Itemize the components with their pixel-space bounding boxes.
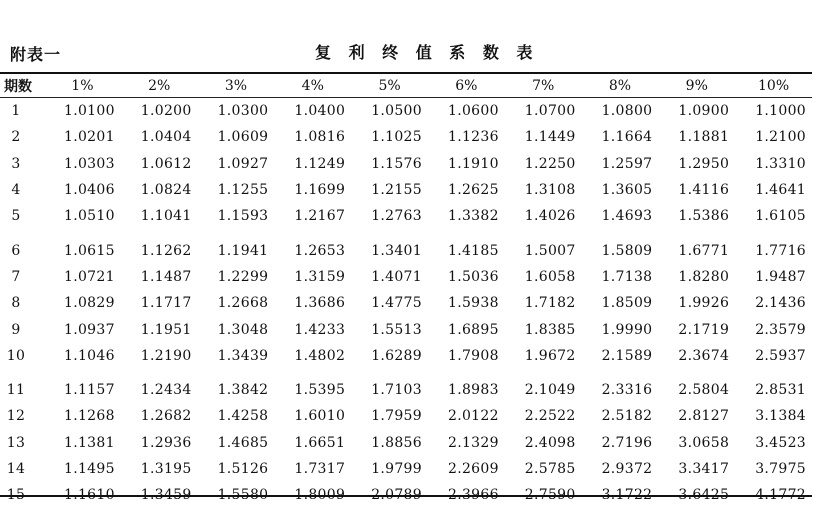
period-cell: 15 (6, 487, 26, 504)
rate-column-header: 6% (455, 78, 478, 94)
factor-cell: 1.3605 (601, 182, 653, 199)
factor-cell: 2.1049 (524, 382, 576, 399)
factor-cell: 1.0824 (140, 182, 192, 199)
factor-cell: 1.6010 (294, 408, 346, 425)
factor-cell: 1.5513 (371, 321, 422, 338)
factor-cell: 1.6058 (524, 268, 576, 285)
factor-cell: 1.3195 (140, 461, 192, 477)
factor-cell: 1.2190 (140, 347, 192, 364)
factor-cell: 1.0201 (64, 129, 115, 146)
factor-cell: 1.1495 (64, 461, 115, 477)
table-row (0, 264, 812, 290)
factor-cell: 1.0100 (64, 103, 115, 120)
factor-cell: 2.2609 (447, 461, 499, 477)
table-row (0, 403, 812, 429)
factor-cell: 2.2522 (524, 408, 576, 425)
factor-cell: 1.4802 (294, 347, 346, 364)
table-header-row (0, 74, 812, 98)
factor-cell: 1.7959 (371, 408, 422, 425)
table-row (0, 343, 812, 369)
rate-column-header: 1% (71, 78, 94, 94)
table-body (0, 98, 812, 508)
table-row (0, 98, 812, 124)
factor-cell: 1.8280 (678, 268, 730, 285)
factor-cell: 2.7196 (601, 434, 653, 451)
factor-cell: 1.1487 (140, 268, 192, 285)
factor-cell: 2.5937 (755, 347, 806, 364)
factor-cell: 2.0122 (447, 408, 499, 425)
factor-cell: 1.6289 (371, 347, 422, 364)
factor-cell: 1.0500 (371, 103, 422, 120)
factor-cell: 1.2167 (294, 208, 346, 225)
table-row (0, 177, 812, 203)
factor-cell: 1.1449 (524, 129, 576, 146)
factor-cell: 1.4116 (678, 182, 730, 199)
factor-cell: 1.0816 (294, 129, 346, 146)
factor-cell: 3.6425 (678, 487, 730, 504)
factor-cell: 1.6895 (447, 321, 499, 338)
factor-cell: 1.1268 (64, 408, 115, 425)
table-row (0, 229, 812, 263)
factor-cell: 1.2763 (371, 208, 422, 225)
period-cell: 3 (11, 155, 21, 172)
factor-cell: 1.1593 (217, 208, 269, 225)
factor-cell: 1.2653 (294, 242, 346, 259)
factor-cell: 1.9487 (755, 268, 806, 285)
table-row (0, 430, 812, 456)
factor-cell: 1.1664 (601, 129, 653, 146)
factor-cell: 1.2100 (755, 129, 806, 146)
factor-cell: 1.7317 (294, 461, 346, 477)
factor-cell: 1.1046 (64, 347, 115, 364)
factor-cell: 1.1025 (371, 129, 422, 146)
factor-cell: 1.5036 (447, 268, 499, 285)
factor-cell: 1.3108 (524, 182, 576, 199)
table-row (0, 203, 812, 229)
factor-cell: 2.8127 (678, 408, 730, 425)
period-cell: 2 (11, 129, 21, 146)
factor-cell: 3.3417 (678, 461, 730, 477)
factor-cell: 2.7590 (524, 487, 576, 504)
factor-cell: 2.1329 (447, 434, 499, 451)
factor-cell: 1.4026 (524, 208, 576, 225)
factor-cell: 1.3459 (140, 487, 192, 504)
factor-cell: 1.4685 (217, 434, 269, 451)
factor-cell: 1.1157 (64, 382, 115, 399)
factor-cell: 1.0937 (64, 321, 115, 338)
table-row (0, 124, 812, 150)
factor-cell: 1.5395 (294, 382, 346, 399)
rate-column-header: 8% (608, 78, 632, 94)
factor-cell: 1.7908 (447, 347, 499, 364)
factor-cell: 1.3048 (217, 321, 269, 338)
factor-cell: 1.3686 (294, 295, 346, 312)
factor-cell: 1.5809 (601, 242, 653, 259)
rate-column-header: 2% (148, 78, 171, 94)
factor-cell: 1.2155 (371, 182, 422, 199)
factor-cell: 1.0303 (64, 155, 115, 172)
factor-cell: 3.1384 (755, 408, 806, 425)
factor-cell: 1.2682 (140, 408, 192, 425)
period-cell: 11 (6, 382, 26, 399)
factor-cell: 1.0200 (140, 103, 192, 120)
factor-cell: 2.3674 (678, 347, 730, 364)
factor-cell: 1.8385 (524, 321, 576, 338)
period-cell: 4 (11, 182, 21, 199)
period-column-header: 期数 (4, 79, 32, 95)
factor-cell: 1.2668 (217, 295, 269, 312)
factor-cell: 2.3966 (447, 487, 499, 504)
factor-cell: 2.1589 (601, 347, 653, 364)
period-cell: 1 (11, 103, 21, 120)
factor-cell: 1.8509 (601, 295, 653, 312)
factor-cell: 2.0789 (371, 487, 422, 504)
period-cell: 6 (11, 242, 21, 259)
factor-cell: 2.3316 (601, 382, 653, 399)
factor-cell: 1.0612 (140, 155, 192, 172)
period-cell: 13 (6, 434, 26, 451)
rate-column-header: 7% (532, 78, 555, 94)
rate-column-header: 10% (758, 78, 790, 94)
factor-cell: 3.1722 (601, 487, 653, 504)
table-row (0, 290, 812, 316)
period-cell: 7 (11, 268, 21, 285)
factor-cell: 1.3842 (217, 382, 269, 399)
factor-cell: 1.9672 (524, 347, 576, 364)
table-row (0, 151, 812, 177)
factor-cell: 1.3401 (371, 242, 422, 259)
table-row (0, 456, 812, 482)
factor-cell: 1.2299 (217, 268, 269, 285)
factor-cell: 1.2597 (601, 155, 653, 172)
factor-cell: 1.4233 (294, 321, 346, 338)
factor-cell: 1.0721 (64, 268, 115, 285)
factor-cell: 1.0406 (64, 182, 115, 199)
factor-cell: 1.1576 (371, 155, 422, 172)
factor-cell: 1.4693 (601, 208, 653, 225)
factor-cell: 1.3159 (294, 268, 346, 285)
factor-cell: 1.3439 (217, 347, 269, 364)
period-cell: 5 (11, 208, 21, 225)
factor-cell: 1.3310 (755, 155, 806, 172)
factor-cell: 1.6105 (755, 208, 806, 225)
factor-cell: 1.1941 (217, 242, 269, 259)
factor-cell: 1.9799 (371, 461, 422, 477)
rate-column-header: 3% (224, 78, 248, 94)
factor-cell: 1.5126 (217, 461, 269, 477)
factor-cell: 1.5007 (524, 242, 576, 259)
factor-cell: 1.0510 (64, 208, 115, 225)
rate-column-header: 5% (378, 78, 401, 94)
factor-cell: 2.1436 (755, 295, 806, 312)
factor-cell: 1.8856 (371, 434, 422, 451)
factor-cell: 1.2625 (447, 182, 499, 199)
period-cell: 9 (11, 321, 21, 338)
factor-cell: 4.1772 (755, 487, 806, 504)
factor-cell: 1.1881 (678, 129, 730, 146)
period-cell: 14 (6, 461, 26, 477)
factor-cell: 1.0900 (678, 103, 730, 120)
factor-cell: 1.8983 (447, 382, 499, 399)
rate-column-header: 9% (685, 78, 708, 94)
factor-cell: 1.4258 (217, 408, 269, 425)
factor-cell: 1.0300 (217, 103, 269, 120)
factor-cell: 1.2950 (678, 155, 730, 172)
factor-cell: 1.1910 (447, 155, 499, 172)
factor-cell: 1.0927 (217, 155, 269, 172)
factor-cell: 1.1262 (140, 242, 192, 259)
factor-cell: 1.6651 (294, 434, 346, 451)
factor-cell: 1.0800 (601, 103, 653, 120)
factor-cell: 1.1951 (140, 321, 192, 338)
factor-cell: 1.0615 (64, 242, 115, 259)
factor-cell: 2.5182 (601, 408, 653, 425)
factor-cell: 1.1610 (64, 487, 115, 504)
factor-cell: 1.1249 (294, 155, 346, 172)
table-row (0, 316, 812, 342)
compound-interest-table (0, 74, 812, 508)
factor-cell: 3.4523 (755, 434, 806, 451)
factor-cell: 1.6771 (678, 242, 730, 259)
factor-cell: 1.5386 (678, 208, 730, 225)
factor-cell: 1.1236 (447, 129, 499, 146)
factor-cell: 1.9990 (601, 321, 653, 338)
factor-cell: 1.0609 (217, 129, 269, 146)
factor-cell: 3.7975 (755, 461, 806, 477)
factor-cell: 2.3579 (755, 321, 806, 338)
factor-cell: 1.9926 (678, 295, 730, 312)
factor-cell: 1.5580 (217, 487, 269, 504)
period-cell: 8 (11, 295, 21, 312)
factor-cell: 1.1041 (140, 208, 192, 225)
factor-cell: 1.2250 (524, 155, 576, 172)
factor-cell: 1.1381 (64, 434, 115, 451)
factor-cell: 1.1699 (294, 182, 346, 199)
factor-cell: 1.0404 (140, 129, 192, 146)
factor-cell: 3.0658 (678, 434, 730, 451)
appendix-label: 附表一 (10, 45, 62, 64)
factor-cell: 1.0600 (447, 103, 499, 120)
factor-cell: 1.7103 (371, 382, 422, 399)
factor-cell: 1.4641 (755, 182, 806, 199)
factor-cell: 1.3382 (447, 208, 499, 225)
period-cell: 12 (6, 408, 26, 425)
factor-cell: 1.1000 (755, 103, 806, 120)
factor-cell: 1.7138 (601, 268, 653, 285)
period-cell: 10 (6, 347, 26, 364)
factor-cell: 2.1719 (678, 321, 730, 338)
factor-cell: 1.4071 (371, 268, 422, 285)
factor-cell: 1.7716 (755, 242, 806, 259)
table-title: 复 利 终 值 系 数 表 (315, 43, 539, 62)
factor-cell: 1.4775 (371, 295, 422, 312)
factor-cell: 1.8009 (294, 487, 346, 504)
factor-cell: 1.0400 (294, 103, 346, 120)
factor-cell: 1.1255 (217, 182, 269, 199)
factor-cell: 1.0700 (524, 103, 576, 120)
table-row (0, 369, 812, 403)
factor-cell: 2.8531 (755, 382, 806, 399)
factor-cell: 2.5785 (524, 461, 576, 477)
factor-cell: 2.4098 (524, 434, 576, 451)
factor-cell: 1.7182 (524, 295, 576, 312)
factor-cell: 2.5804 (678, 382, 730, 399)
rate-column-header: 4% (301, 78, 324, 94)
factor-cell: 1.4185 (447, 242, 499, 259)
factor-cell: 1.2434 (140, 382, 192, 399)
factor-cell: 2.9372 (601, 461, 653, 477)
factor-cell: 1.0829 (64, 295, 115, 312)
table-row (0, 482, 812, 508)
factor-cell: 1.5938 (447, 295, 499, 312)
factor-cell: 1.2936 (140, 434, 192, 451)
factor-cell: 1.1717 (140, 295, 192, 312)
